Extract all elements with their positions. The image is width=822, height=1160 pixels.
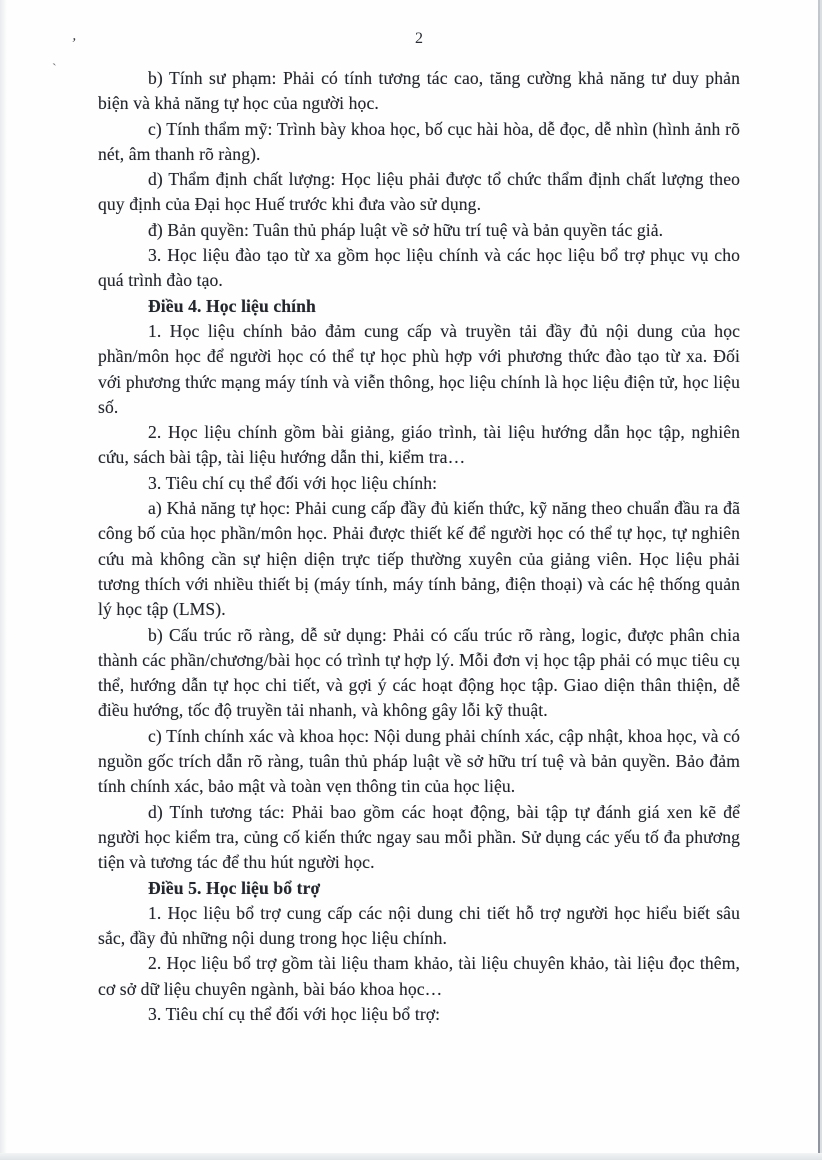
stray-ink-mark: ’ [69, 35, 78, 53]
paragraph: c) Tính thẩm mỹ: Trình bày khoa học, bố cục hài hòa, dễ đọc, dễ nhìn (hình ảnh rõ nét, âm thanh rõ ràng). [98, 118, 740, 164]
section-heading-dieu-4: Điều 4. Học liệu chính [148, 295, 316, 316]
scan-edge-bottom [0, 1153, 822, 1160]
document-body [98, 66, 740, 1027]
paragraph: 2. Học liệu bổ trợ gồm tài liệu tham khảo, tài liệu chuyên khảo, tài liệu đọc thêm, cơ sở dữ liệu chuyên ngành, bài báo khoa học… [98, 953, 740, 999]
paragraph: 3. Tiêu chí cụ thể đối với học liệu chính: [148, 472, 438, 493]
paragraph: 1. Học liệu chính bảo đảm cung cấp và truyền tải đầy đủ nội dung của học phần/môn học để người học có thể tự học phù hợp với phương thức đào tạo từ xa. Đối với phương thức mạng máy tính và viễn thông, học liệu chính là học liệu điện tử, học liệu số. [98, 320, 740, 417]
paragraph: a) Khả năng tự học: Phải cung cấp đầy đủ kiến thức, kỹ năng theo chuẩn đầu ra đã công bố của học phần/môn học. Phải được thiết kế để người học có thể tự học, tự nghiên cứu mà không cần sự hiện diện trực tiếp thường xuyên của giảng viên. Học liệu phải tương thích với nhiều thiết bị (máy tính, máy tính bảng, điện thoại) và các hệ thống quản lý học tập (LMS). [98, 498, 740, 620]
scan-edge-right-line [818, 0, 820, 1160]
paragraph: 1. Học liệu bổ trợ cung cấp các nội dung chi tiết hỗ trợ người học hiểu biết sâu sắc, đầy đủ những nội dung trong học liệu chính. [98, 902, 740, 949]
paragraph: đ) Bản quyền: Tuân thủ pháp luật về sở hữu trí tuệ và bản quyền tác giả. [148, 219, 664, 240]
paragraph: 3. Tiêu chí cụ thể đối với học liệu bổ trợ: [148, 1003, 441, 1024]
page-number: 2 [415, 30, 423, 47]
paragraph: d) Tính tương tác: Phải bao gồm các hoạt động, bài tập tự đánh giá xen kẽ để người học kiểm tra, củng cố kiến thức ngay sau mỗi phần. Sử dụng các yếu tố đa phương tiện và tương tác để thu hút người học. [98, 801, 740, 873]
paragraph: d) Thẩm định chất lượng: Học liệu phải được tổ chức thẩm định chất lượng theo quy định của Đại học Huế trước khi đưa vào sử dụng. [98, 169, 740, 215]
paragraph: 3. Học liệu đào tạo từ xa gồm học liệu chính và các học liệu bổ trợ phục vụ cho quá trình đào tạo. [98, 245, 740, 291]
paragraph: c) Tính chính xác và khoa học: Nội dung phải chính xác, cập nhật, khoa học, và có nguồn gốc trích dẫn rõ ràng, tuân thủ pháp luật về sở hữu trí tuệ và bản quyền. Bảo đảm tính chính xác, bảo mật và toàn vẹn thông tin của học liệu. [98, 725, 740, 797]
paragraph: b) Tính sư phạm: Phải có tính tương tác cao, tăng cường khả năng tư duy phản biện và khả năng tự học của người học. [98, 68, 740, 114]
scan-edge-left [0, 0, 7, 1160]
section-heading-dieu-5: Điều 5. Học liệu bổ trợ [148, 877, 321, 898]
paragraph: 2. Học liệu chính gồm bài giảng, giáo trình, tài liệu hướng dẫn học tập, nghiên cứu, sách bài tập, tài liệu hướng dẫn thi, kiểm tra… [98, 422, 740, 468]
stray-ink-mark: ` [52, 62, 57, 77]
paragraph: b) Cấu trúc rõ ràng, dễ sử dụng: Phải có cấu trúc rõ ràng, logic, được phân chia thành các phần/chương/bài học có trình tự hợp lý. Mỗi đơn vị học tập phải có mục tiêu cụ thể, hướng dẫn tự học chi tiết, và gợi ý các hoạt động học tập. Giao diện thân thiện, dễ điều hướng, tốc độ truyền tải nhanh, và không gây lỗi kỹ thuật. [98, 624, 740, 721]
